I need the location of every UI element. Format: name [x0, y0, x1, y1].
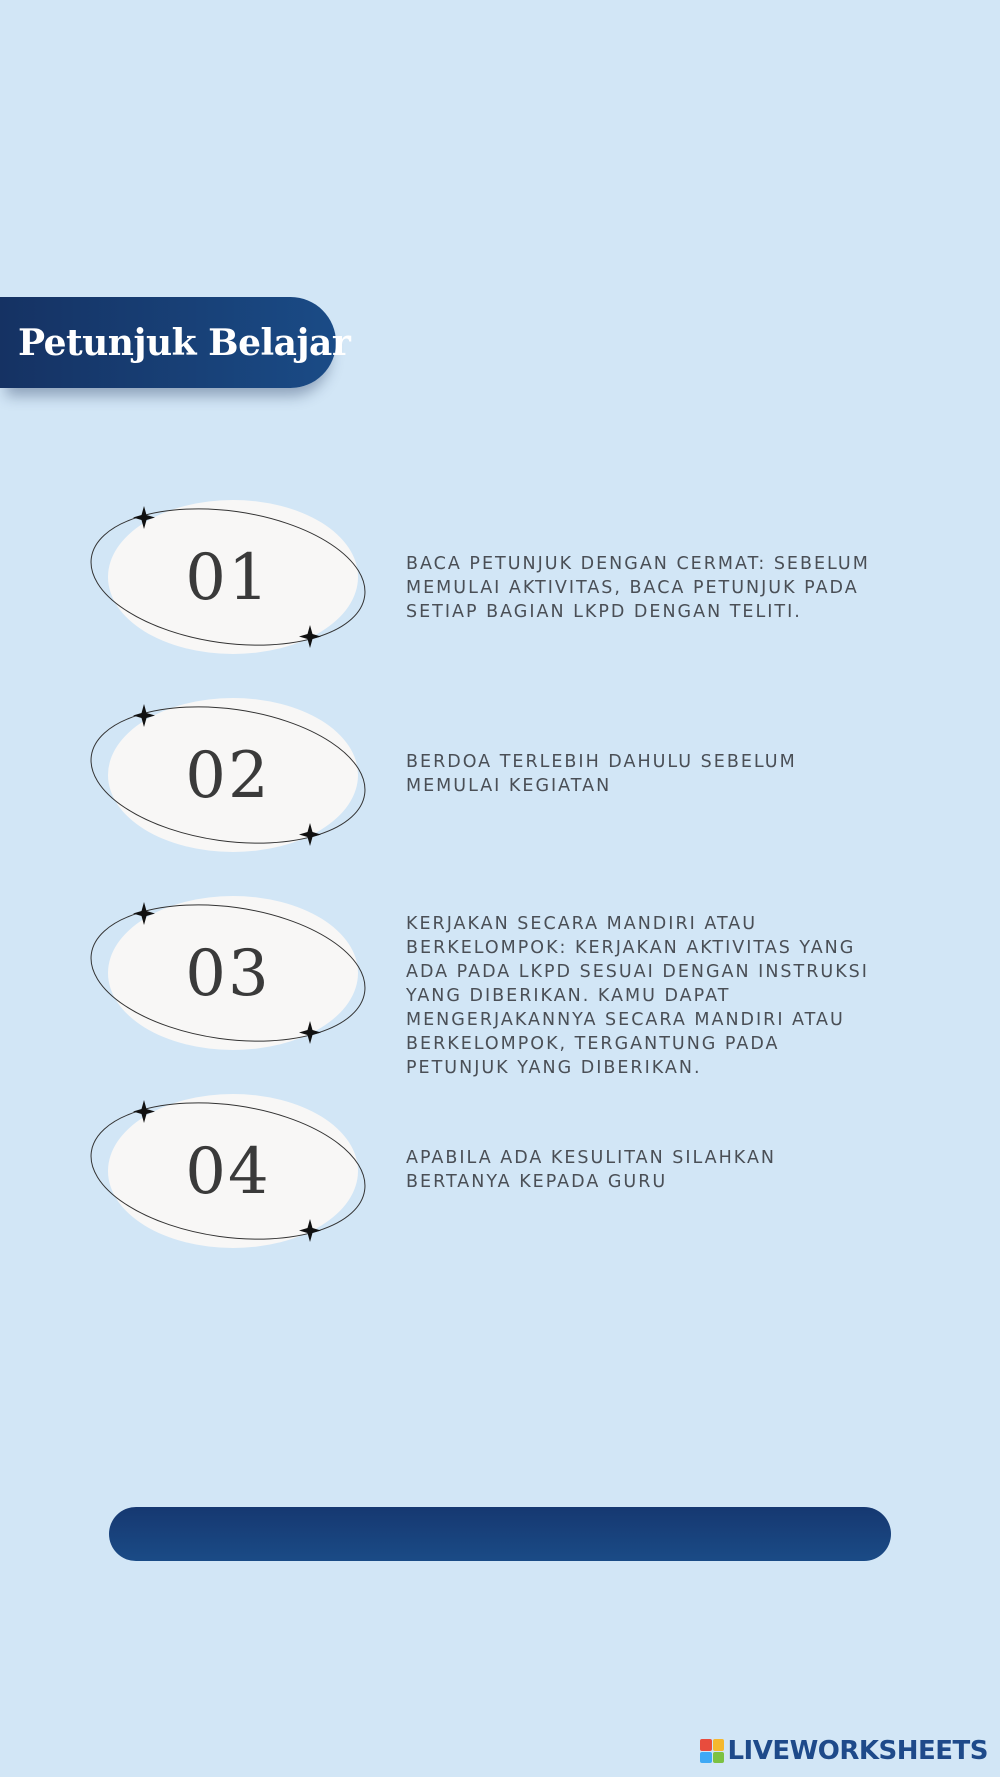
- brand-name: LIVEWORKSHEETS: [727, 1736, 988, 1766]
- step-number: 02: [185, 738, 271, 813]
- step-number: 01: [185, 540, 271, 615]
- step-text: APABILA ADA KESULITAN SILAHKAN BERTANYA KEPADA GURU: [406, 1148, 777, 1192]
- step-number: 04: [185, 1134, 271, 1209]
- title-banner: [0, 297, 351, 388]
- page-title: Petunjuk Belajar: [18, 321, 351, 364]
- step-text: BERDOA TERLEBIH DAHULU SEBELUM MEMULAI KEGIATAN: [406, 752, 797, 796]
- step-text: BACA PETUNJUK DENGAN CERMAT: SEBELUM MEMULAI AKTIVITAS, BACA PETUNJUK PADA SETIAP BAGIAN LKPD DENGAN TELITI.: [406, 554, 870, 622]
- step-text: KERJAKAN SECARA MANDIRI ATAU BERKELOMPOK: KERJAKAN AKTIVITAS YANG ADA PADA LKPD SESUAI DENGAN INSTRUKSI YANG DIBERIKAN. KAMU DAPAT MENGERJAKANNYA SECARA MANDIRI ATAU BERKELOMPOK, TERGANTUNG PADA PETUNJUK YANG DIBERIKAN.: [406, 914, 869, 1078]
- brand-logo: [700, 1735, 988, 1767]
- liveworksheets-logo-icon: [700, 1739, 724, 1763]
- step-number: 03: [185, 936, 271, 1011]
- bottom-bar: [109, 1507, 891, 1561]
